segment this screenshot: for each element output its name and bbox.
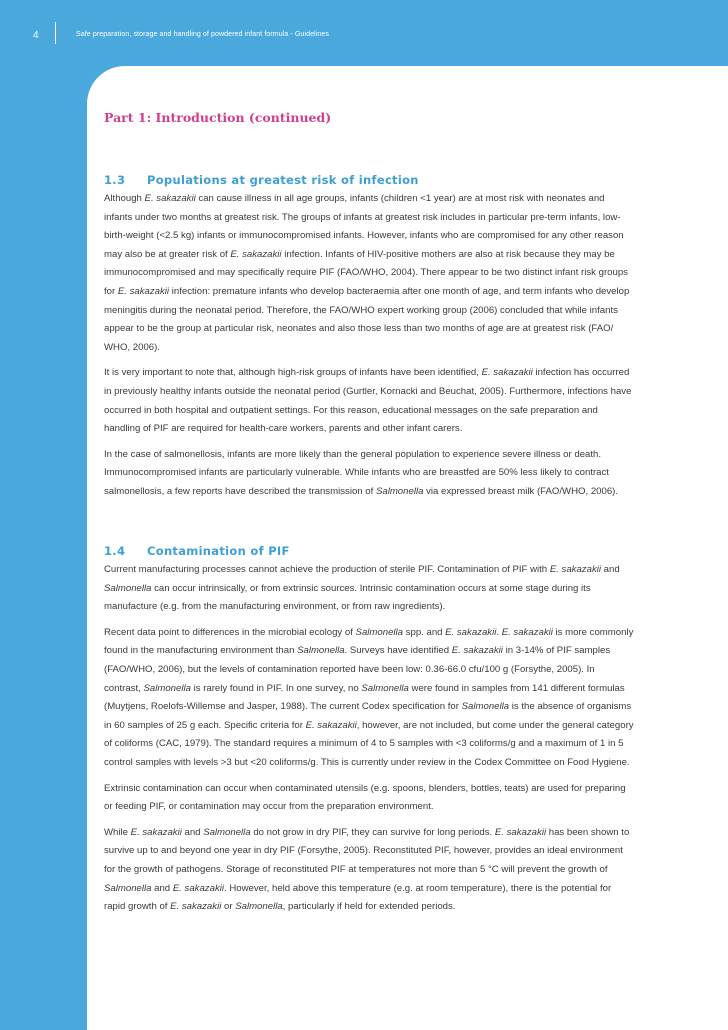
section-1-4 (104, 543, 634, 924)
section-number: 1.4 (104, 544, 126, 558)
italic-term: Salmonella (143, 682, 191, 694)
text-run: via expressed breast milk (FAO/WHO, 2006). (423, 485, 619, 497)
italic-term: E. sakazakii (144, 193, 196, 204)
italic-term: Salmonella (297, 645, 345, 657)
text-run: Recent data point to differences in the microbial ecology of (104, 626, 356, 638)
text-run: While (104, 826, 131, 838)
paragraph (104, 190, 634, 357)
text-run: do not grow in dry PIF, they can survive for long periods. (250, 826, 495, 838)
italic-term: Salmonella (104, 882, 152, 894)
text-run: spp. and (403, 626, 446, 638)
italic-term: E. sakazakii (170, 901, 222, 913)
paragraph (104, 446, 634, 502)
section-title: Contamination of PIF (147, 544, 290, 558)
paragraph (104, 824, 634, 917)
text-run: infection. Infants of HIV-positive mothers are also at risk because they may be immunocompromised and may specifically require PIF (FAO/WHO, 2004). There appear to be two distinct infant risk groups for (104, 248, 628, 297)
text-run: can occur intrinsically, or from extrinsic sources. Intrinsic contamination occurs at some stage during its manufacture (e.g. from the manufacturing environment, or from raw ingredients). (104, 582, 591, 613)
text-run: It is very important to note that, although high-risk groups of infants have been identified, (104, 367, 482, 379)
text-run: is the absence of organisms in 60 samples of 25 g each. Specific criteria for (104, 701, 632, 731)
text-run: and (181, 826, 204, 838)
italic-term: E. sakazakii (494, 826, 547, 838)
running-header: Safe preparation, storage and handling of powdered infant formula - Guidelines (76, 31, 329, 38)
text-run: . Surveys have identified (344, 645, 452, 657)
text-run: . However, held above this temperature (e.g. at room temperature), there is the potential for rapid growth of (104, 882, 612, 913)
text-run: were found in samples from 141 different formulas (Muytjens, Roelofs-Willemse and Jasper, 1988). The current Codex specification for (104, 682, 625, 713)
section-title: Populations at greatest risk of infection (147, 173, 419, 187)
section-heading (104, 543, 634, 559)
text-run: infection: premature infants who develop bacteraemia after one month of age, and term infants who develop meningitis during the neonatal period. Therefore, the FAO/WHO expert working group (2006) concluded that while infants appear to be the group at particular risk, neonates and also those less than two months of age are at greatest risk (FAO/ WHO, 2006). (104, 285, 630, 353)
paragraph (104, 780, 634, 817)
italic-term: Salmonella (203, 826, 251, 838)
italic-term: E. sakazakii (501, 626, 553, 638)
section-1-3 (104, 172, 634, 509)
text-run: Although (104, 193, 145, 204)
italic-term: Salmonella (355, 626, 404, 638)
text-run: is more commonly found in the manufacturing environment than (104, 626, 634, 657)
text-run: infection has occurred in previously healthy infants outside the neonatal period (Gurtler, Kornacki and Beuchat, 2005). Furthermore, infections have occurred in both hospital and outpatient settings. For this reason, educational messages on the safe preparation and handling of PIF are required for health-care workers, parents and other infant carers. (104, 367, 632, 435)
text-run: in 3-14% of PIF samples (FAO/WHO, 2006), but the levels of contamination reported have been low: 0.36-66.0 cfu/100 g (Forsythe, 2005). In contrast, (104, 645, 611, 694)
text-run: is rarely found in PIF. In one survey, no (190, 682, 362, 694)
italic-term: Salmonella (235, 901, 283, 913)
paragraph (104, 561, 634, 617)
part-heading: Part 1: Introduction (continued) (104, 110, 332, 125)
text-run: Current manufacturing processes cannot achieve the production of sterile PIF. Contamination of PIF with (104, 564, 550, 575)
header-divider (55, 22, 56, 44)
italic-term: E. sakazakii (481, 367, 533, 379)
text-run: , however, are not included, but come under the general category of coliforms (CAC, 1979). The standard requires a minimum of 4 to 5 samples with <3 coliforms/g and a maximum of 1 in 5 control samples with levels >3 but <20 coliforms/g. This is currently under review in the Codex Committee on Food Hygiene. (104, 719, 634, 768)
paragraph (104, 624, 634, 773)
section-heading (104, 172, 634, 188)
italic-term: E. sakazakii (130, 826, 182, 838)
text-run: , particularly if held for extended periods. (282, 901, 456, 913)
italic-term: E. sakazakii (172, 882, 224, 894)
text-run: and (601, 564, 620, 575)
text-run: can cause illness in all age groups, infants (children <1 year) are at most risk with neonates and infants under two months at greatest risk. The groups of infants at greatest risk includes in particular pre-term infants, low-birth-weight (<2.5 kg) infants or immunocompromised infants. However, infants who are compromised for any other reason may also be at greater risk of (104, 193, 624, 260)
text-run: or (221, 901, 236, 913)
section-number: 1.3 (104, 173, 126, 187)
italic-term: E. sakazakii (549, 564, 601, 575)
italic-term: Salmonella (461, 701, 510, 713)
text-run: has been shown to survive up to and beyond one year in dry PIF (Forsythe, 2005). Reconstituted PIF, however, provides an ideal environment for the growth of pathogens. Storage of reconstituted PIF at temperatures not more than 5 °C will prevent the growth of (104, 826, 630, 875)
italic-term: E. sakazakii (445, 626, 497, 638)
italic-term: Salmonella (375, 485, 424, 497)
header-band (0, 0, 728, 66)
italic-term: Salmonella (361, 682, 409, 694)
italic-term: Salmonella (104, 582, 152, 594)
italic-term: E. sakazakii (117, 285, 170, 297)
text-run: In the case of salmonellosis, infants are more likely than the general population to experience severe illness or death. Immunocompromised infants are particularly vulnerable. While infants who are breastfed are 50% less likely to contract salmonellosis, a few reports have described the transmission of (104, 448, 609, 497)
italic-term: E. sakazakii (451, 645, 503, 657)
paragraph (104, 364, 634, 438)
italic-term: E. sakazakii (305, 719, 357, 731)
text-run: Extrinsic contamination can occur when contaminated utensils (e.g. spoons, blenders, bottles, teats) are used for preparing or feeding PIF, or contamination may occur from the preparation environment. (104, 782, 626, 813)
page-number: 4 (33, 30, 39, 41)
text-run: . (496, 626, 502, 638)
text-run: and (151, 882, 173, 894)
italic-term: E. sakazakii (230, 248, 282, 260)
